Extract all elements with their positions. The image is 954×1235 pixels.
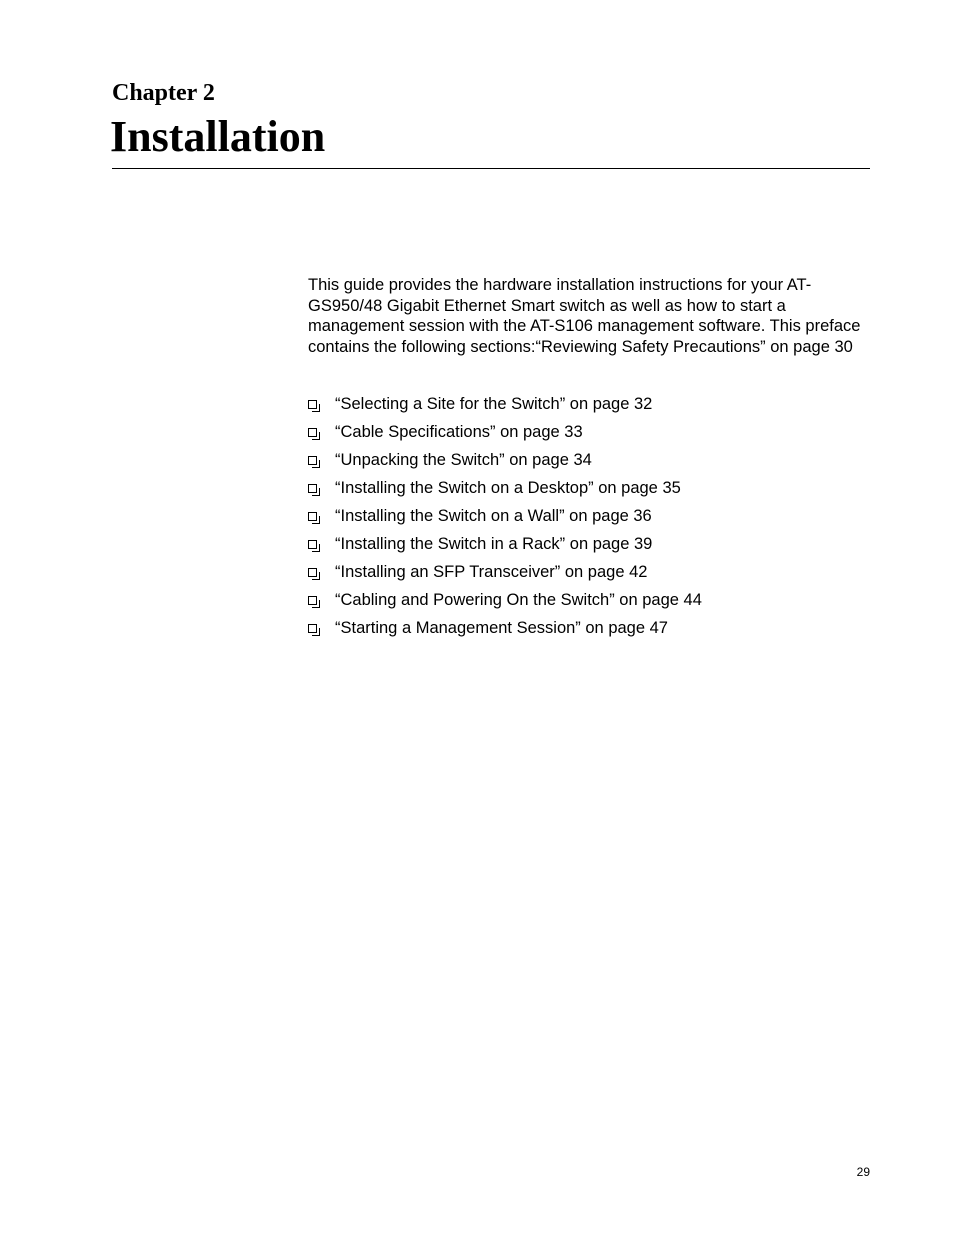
section-link[interactable]: “Installing an SFP Transceiver” on page 42 bbox=[335, 563, 648, 581]
checkbox-bullet-icon bbox=[308, 512, 317, 521]
section-link[interactable]: “Unpacking the Switch” on page 34 bbox=[335, 451, 592, 469]
checkbox-bullet-icon bbox=[308, 568, 317, 577]
section-list-item bbox=[308, 506, 702, 534]
section-list-item bbox=[308, 478, 702, 506]
section-list bbox=[308, 394, 702, 646]
section-list-item bbox=[308, 394, 702, 422]
title-divider bbox=[112, 168, 870, 169]
section-list-item bbox=[308, 562, 702, 590]
checkbox-bullet-icon bbox=[308, 624, 317, 633]
checkbox-bullet-icon bbox=[308, 428, 317, 437]
intro-paragraph: This guide provides the hardware installation instructions for your AT-GS950/48 Gigabit Ethernet Smart switch as well as how to start a management session with the AT-S106 management software. This preface contains the following sections:“Reviewing Safety Precautions” on page 30 bbox=[308, 276, 861, 356]
checkbox-bullet-icon bbox=[308, 456, 317, 465]
section-link[interactable]: “Cabling and Powering On the Switch” on page 44 bbox=[335, 591, 702, 609]
page-number: 29 bbox=[856, 1165, 870, 1179]
checkbox-bullet-icon bbox=[308, 484, 317, 493]
section-link[interactable]: “Installing the Switch on a Wall” on page 36 bbox=[335, 507, 652, 525]
section-list-item bbox=[308, 534, 702, 562]
section-link[interactable]: “Starting a Management Session” on page 47 bbox=[335, 619, 668, 637]
section-link[interactable]: “Selecting a Site for the Switch” on page 32 bbox=[335, 395, 653, 413]
section-link[interactable]: “Installing the Switch on a Desktop” on page 35 bbox=[335, 479, 681, 497]
section-list-item bbox=[308, 618, 702, 646]
section-list-item bbox=[308, 450, 702, 478]
checkbox-bullet-icon bbox=[308, 540, 317, 549]
checkbox-bullet-icon bbox=[308, 400, 317, 409]
section-link[interactable]: “Cable Specifications” on page 33 bbox=[335, 423, 583, 441]
chapter-label: Chapter 2 bbox=[112, 80, 215, 106]
section-link[interactable]: “Installing the Switch in a Rack” on page 39 bbox=[335, 535, 653, 553]
chapter-title: Installation bbox=[110, 112, 326, 161]
section-list-item bbox=[308, 422, 702, 450]
section-list-item bbox=[308, 590, 702, 618]
checkbox-bullet-icon bbox=[308, 596, 317, 605]
